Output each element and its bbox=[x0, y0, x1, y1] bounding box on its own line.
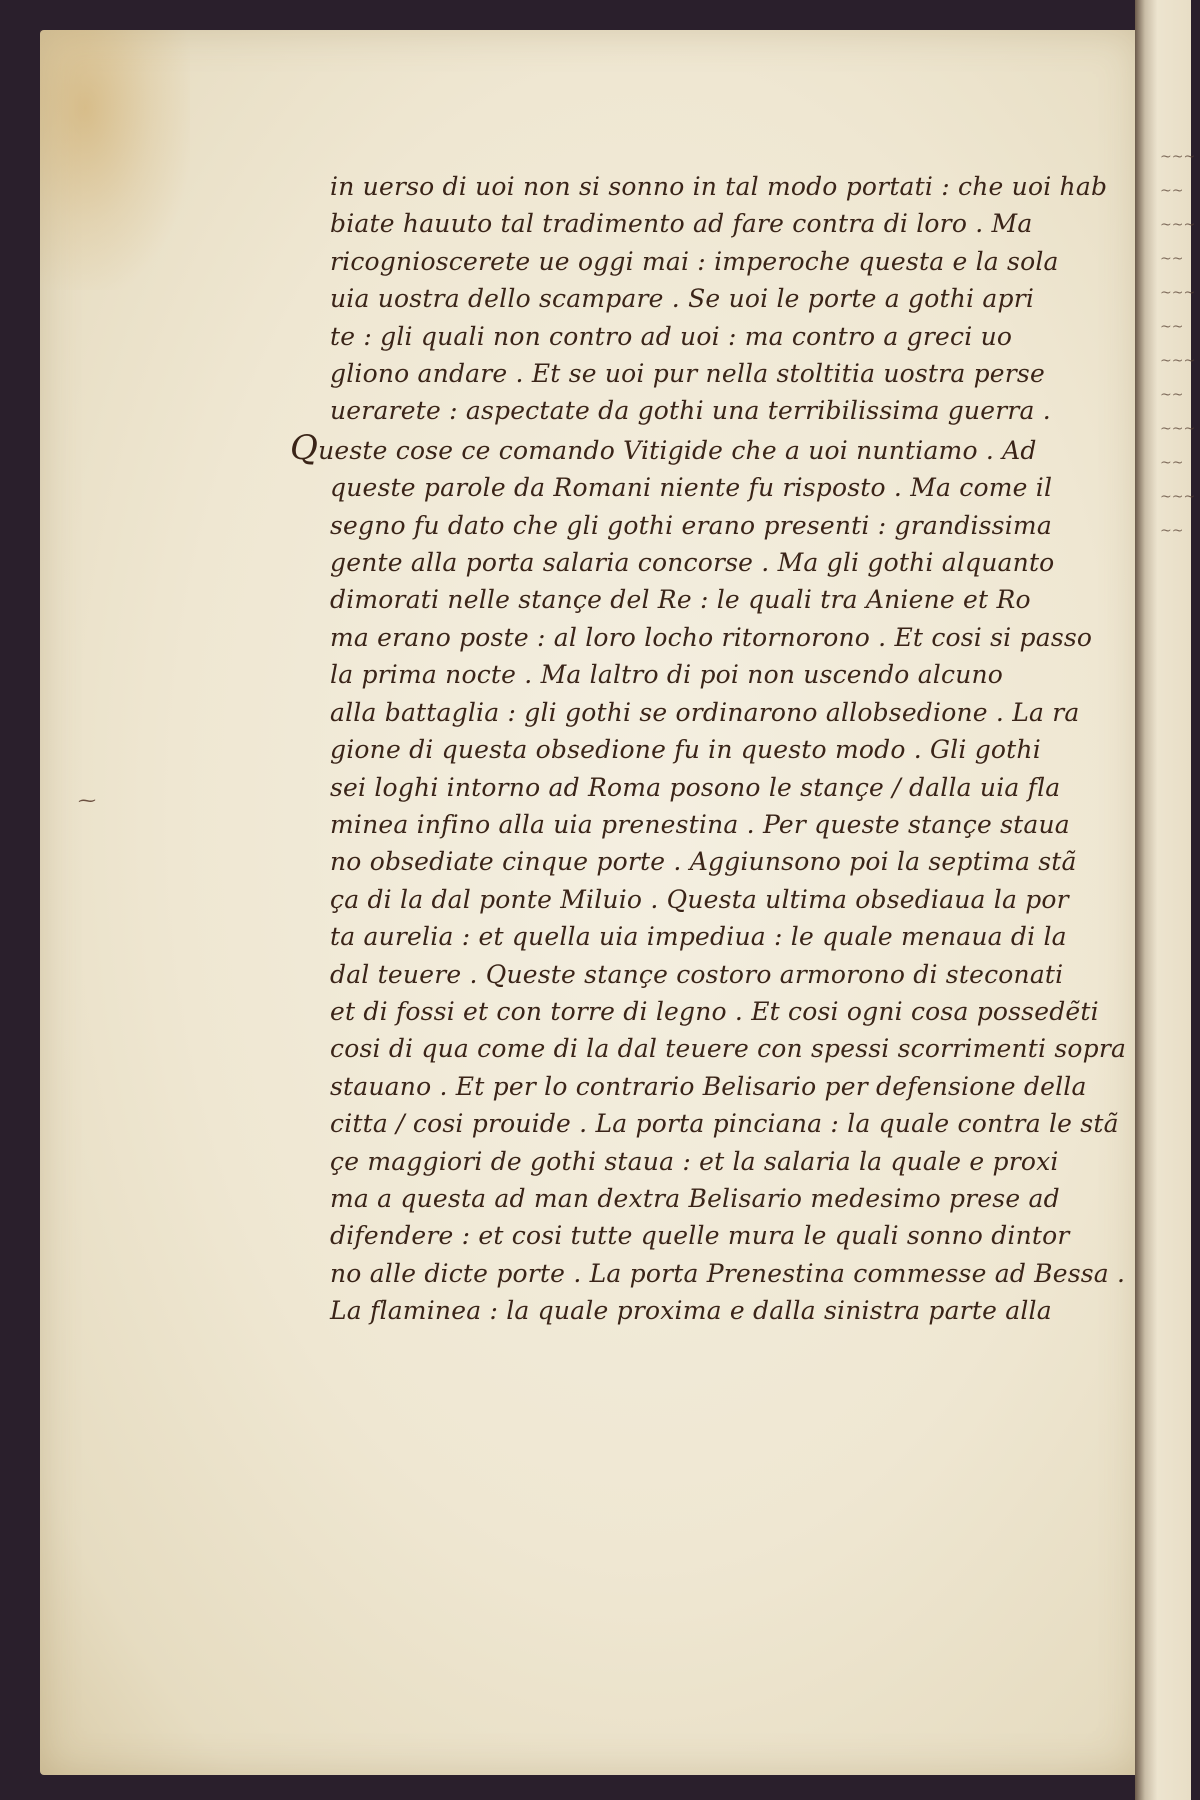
text-line: te : gli quali non contro ad uoi : ma contro a greci uo bbox=[330, 321, 1013, 351]
text-line: segno fu dato che gli gothi erano presenti : grandissima bbox=[330, 510, 1052, 540]
margin-mark: ⁓ bbox=[78, 790, 96, 811]
text-line: gione di questa obsedione fu in questo modo . Gli gothi bbox=[330, 735, 1041, 765]
manuscript-text-block bbox=[290, 168, 1127, 1330]
text-line: biate hauuto tal tradimento ad fare contra di loro . Ma bbox=[330, 209, 1033, 239]
text-line: no alle dicte porte . La porta Prenestina commesse ad Bessa . bbox=[330, 1258, 1126, 1288]
text-line: stauano . Et per lo contrario Belisario per defensione della bbox=[330, 1071, 1087, 1101]
initial-capital: Q bbox=[290, 427, 319, 468]
water-stain bbox=[40, 30, 190, 290]
text-line: ma erano poste : al loro locho ritornorono . Et cosi si passo bbox=[330, 622, 1093, 652]
text-line: queste parole da Romani niente fu risposto . Ma come il bbox=[330, 473, 1053, 503]
text-line: sei loghi intorno ad Roma posono le stançe / dalla uia fla bbox=[330, 772, 1061, 802]
text-line: ricognioscerete ue oggi mai : imperoche questa e la sola bbox=[330, 246, 1059, 276]
text-line: gente alla porta salaria concorse . Ma gli gothi alquanto bbox=[330, 548, 1055, 578]
text-line: citta / cosi prouide . La porta pinciana : la quale contra le stã bbox=[330, 1109, 1119, 1139]
text-line: difendere : et cosi tutte quelle mura le quali sonno dintor bbox=[330, 1221, 1070, 1251]
text-line: cosi di qua come di la dal teuere con spessi scorrimenti sopra bbox=[330, 1034, 1127, 1064]
text-line: çe maggiori de gothi staua : et la salaria la quale e proxi bbox=[330, 1146, 1059, 1176]
text-line: minea infino alla uia prenestina . Per queste stançe staua bbox=[330, 809, 1070, 839]
text-line: in uerso di uoi non si sonno in tal modo portati : che uoi hab bbox=[330, 172, 1108, 201]
text-line: alla battaglia : gli gothi se ordinarono allobsedione . La ra bbox=[330, 697, 1080, 727]
text-line: uerarete : aspectate da gothi una terribilissima guerra . bbox=[330, 396, 1051, 426]
text-line-with-initial: Queste cose ce comando Vitigide che a uoi nuntiamo . Ad bbox=[290, 427, 1037, 468]
text-line: La flaminea : la quale proxima e dalla sinistra parte alla bbox=[330, 1296, 1052, 1326]
facing-page-text-fragment: ~~~ ~~ ~~~ ~~ ~~~ ~~ ~~~ ~~ ~~~ ~~ ~~~ ~~ bbox=[1160, 149, 1196, 539]
text-line: la prima nocte . Ma laltro di poi non uscendo alcuno bbox=[330, 660, 1004, 690]
text-line: et di fossi et con torre di legno . Et cosi ogni cosa possedẽti bbox=[330, 996, 1099, 1026]
text-line: no obsediate cinque porte . Aggiunsono poi la septima stã bbox=[330, 847, 1077, 877]
text-line: uia uostra dello scampare . Se uoi le porte a gothi apri bbox=[330, 284, 1035, 314]
text-line: dimorati nelle stançe del Re : le quali tra Aniene et Ro bbox=[330, 585, 1031, 615]
text-line: gliono andare . Et se uoi pur nella stoltitia uostra perse bbox=[330, 359, 1045, 389]
text-line: ma a questa ad man dextra Belisario medesimo prese ad bbox=[330, 1183, 1060, 1213]
text-line: ça di la dal ponte Miluio . Questa ultima obsediaua la por bbox=[330, 884, 1069, 914]
text-line: ta aurelia : et quella uia impediua : le quale menaua di la bbox=[330, 922, 1067, 952]
text-line: dal teuere . Queste stançe costoro armorono di steconati bbox=[330, 959, 1064, 989]
